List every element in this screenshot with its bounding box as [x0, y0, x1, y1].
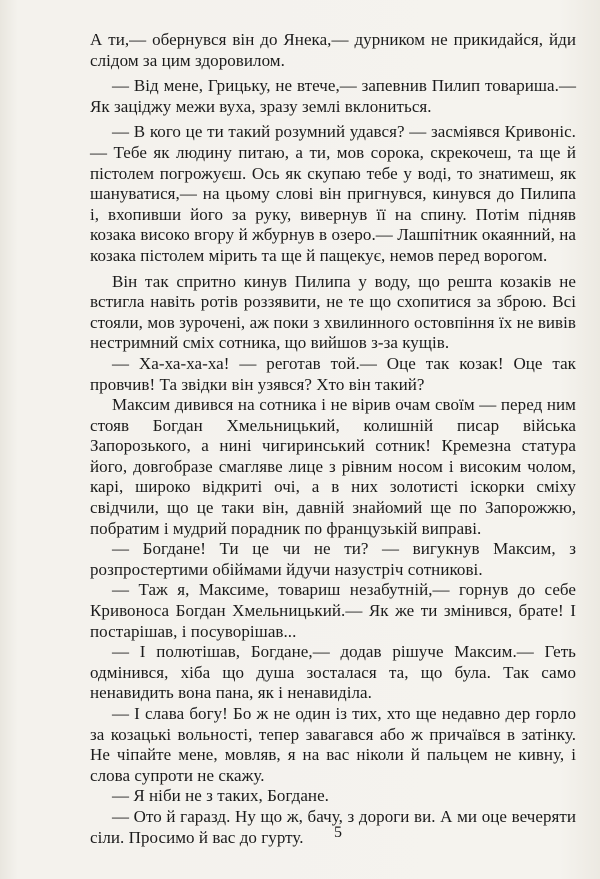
paragraph: А ти,— обернувся він до Янека,— дурником не прикидайся, йди слідом за цим здоровилом.	[90, 30, 576, 70]
paragraph: — Я ніби не з таких, Богдане.	[112, 786, 329, 806]
paragraph: Він так спритно кинув Пилипа у воду, що решта козаків не встигла навіть ротів роззявити, не те що схопитися за зброю. Всі стояли, мов зурочені, аж поки з хвилинного остовпіння їх не вивів нестримний сміх сотника, що вийшов з-за кущів.	[90, 271, 576, 353]
paragraph: — Ото й гаразд. Ну що ж, бачу, з дороги ви. А ми оце вечеряти сіли. Просимо й вас до гурту.	[90, 806, 576, 847]
paragraph: — І слава богу! Бо ж не один із тих, хто ще недавно дер горло за козацькі вольності, тепер завагався або ж причаївся в затінку. Не чіпайте мене, мовляв, я на вас ніколи й пальцем не кивну, і слова супроти не скажу.	[90, 704, 576, 785]
page-text	[90, 30, 576, 848]
paragraph: — В кого це ти такий розумний удався? — засміявся Кривоніс.— Тебе як людину питаю, а ти, мов сорока, скрекочеш, та ще й пістолем погрожуєш. Ось як скупаю тебе у воді, то знатимеш, як шануватися,— на цьому слові він пригнувся, кинувся до Пилипа і, вхопивши його за руку, вивернув її на спину. Потім підняв козака високо вгору й жбурнув в озеро.— Лашпітник окаянний, на козака пістолем мірить та ще й пащекує, немов перед ворогом.	[90, 122, 576, 265]
paragraph: — Від мене, Грицьку, не втече,— запевнив Пилип товариша.— Як заціджу межи вуха, зразу землі вклониться.	[90, 76, 576, 116]
paragraph: — Богдане! Ти це чи не ти? — вигукнув Максим, з розпростертими обіймами йдучи назустріч сотникові.	[90, 539, 576, 579]
paragraph: — Таж я, Максиме, товариш незабутній,— горнув до себе Кривоноса Богдан Хмельницький.— Як же ти змінився, брате! І постарішав, і посуворішав...	[90, 580, 576, 641]
paragraph: Максим дивився на сотника і не вірив очам своїм — перед ним стояв Богдан Хмельницький, колишній писар війська Запорозького, а нині чигиринський сотник! Кремезна статура його, довгобразе смагляве лице з рівним носом і високим чолом, карі, широко відкриті очі, а в них золотисті іскорки сміху свідчили, що це таки він, давній знайомий ще по Запорожжю, побратим і мудрий порадник по французькій виправі.	[90, 395, 576, 538]
paragraph: — Ха-ха-ха-ха! — реготав той.— Оце так козак! Оце так провчив! Та звідки він узявся? Хто він такий?	[90, 353, 576, 394]
page-number: 5	[334, 824, 342, 841]
paragraph: — І полютішав, Богдане,— додав рішуче Максим.— Геть одмінився, хіба що душа зосталася та, що була. Так само ненавидить вона пана, як і ненавиділа.	[90, 642, 576, 703]
